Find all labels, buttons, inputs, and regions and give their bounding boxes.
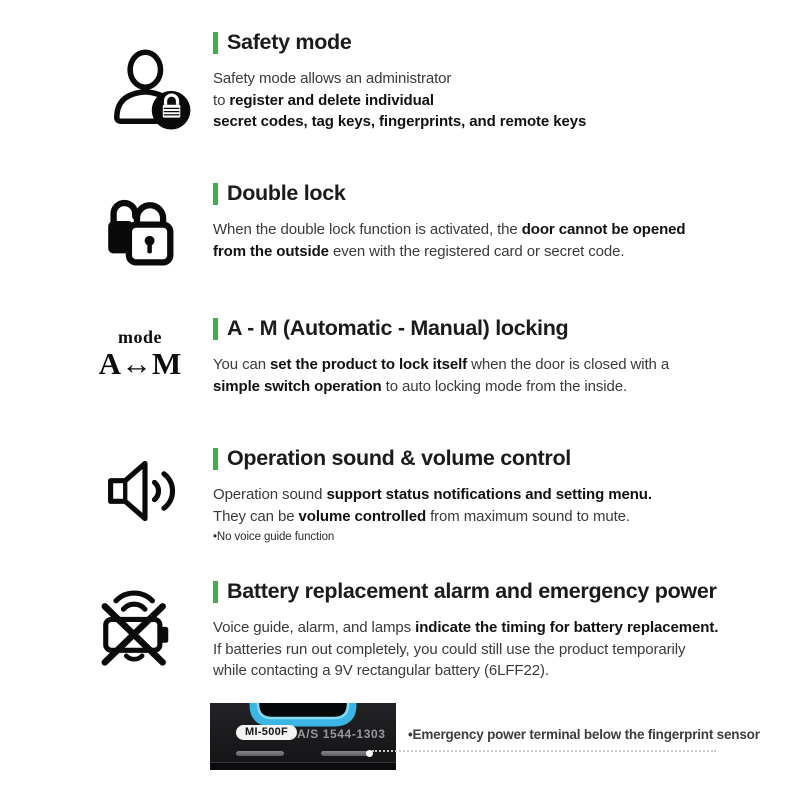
- section-title-text: A - M (Automatic - Manual) locking: [227, 316, 569, 340]
- section-title-text: Safety mode: [227, 30, 352, 54]
- am-arrow-label: A↔M: [98, 345, 182, 381]
- mode-am-switch-icon: [85, 322, 195, 384]
- annotation-text: •Emergency power terminal below the fingerprint sensor: [408, 727, 760, 742]
- section-title-text: Operation sound & volume control: [227, 446, 571, 470]
- title-accent-bar: [213, 581, 218, 603]
- section-body: Voice guide, alarm, and lamps indicate the timing for battery replacement. If batteries run out completely, you could still use the product temporarily while contacting a 9V rectangular battery (6LFF22).: [213, 619, 719, 679]
- section-title: [213, 446, 652, 471]
- emergency-power-terminal-slot: [321, 751, 369, 756]
- title-accent-bar: [213, 32, 218, 54]
- section-title: [213, 30, 586, 55]
- title-accent-bar: [213, 183, 218, 205]
- dead-battery-alarm-icon: [94, 582, 194, 670]
- model-badge: MI-500F: [236, 725, 297, 740]
- speaker-sound-icon: [99, 449, 191, 533]
- section-title: [213, 316, 669, 341]
- title-accent-bar: [213, 318, 218, 340]
- section-title: [213, 181, 685, 206]
- service-number-label: A/S 1544-1303: [297, 727, 386, 741]
- section-title: [213, 579, 718, 604]
- battery-cover-slot: [236, 751, 284, 756]
- title-accent-bar: [213, 448, 218, 470]
- admin-user-lock-icon: [101, 42, 197, 138]
- section-title-text: Double lock: [227, 181, 346, 205]
- section-body: You can set the product to lock itself when the door is closed with a simple switch operation to auto locking mode from the inside.: [213, 356, 670, 395]
- section-body: Safety mode allows an administrator to register and delete individual secret codes, tag keys, fingerprints, and remote keys: [213, 70, 587, 130]
- annotation-leader-line: [372, 750, 716, 752]
- product-bottom-photo: [210, 703, 396, 770]
- mode-label: mode: [118, 326, 162, 347]
- section-body: Operation sound support status notifications and setting menu. They can be volume controlled from maximum sound to mute.: [213, 486, 652, 525]
- section-title-text: Battery replacement alarm and emergency power: [227, 579, 717, 603]
- no-voice-guide-note: •No voice guide function: [213, 531, 335, 543]
- section-body: When the double lock function is activated, the door cannot be opened from the outside even with the registered card or secret code.: [213, 221, 686, 260]
- double-padlock-icon: [98, 184, 194, 276]
